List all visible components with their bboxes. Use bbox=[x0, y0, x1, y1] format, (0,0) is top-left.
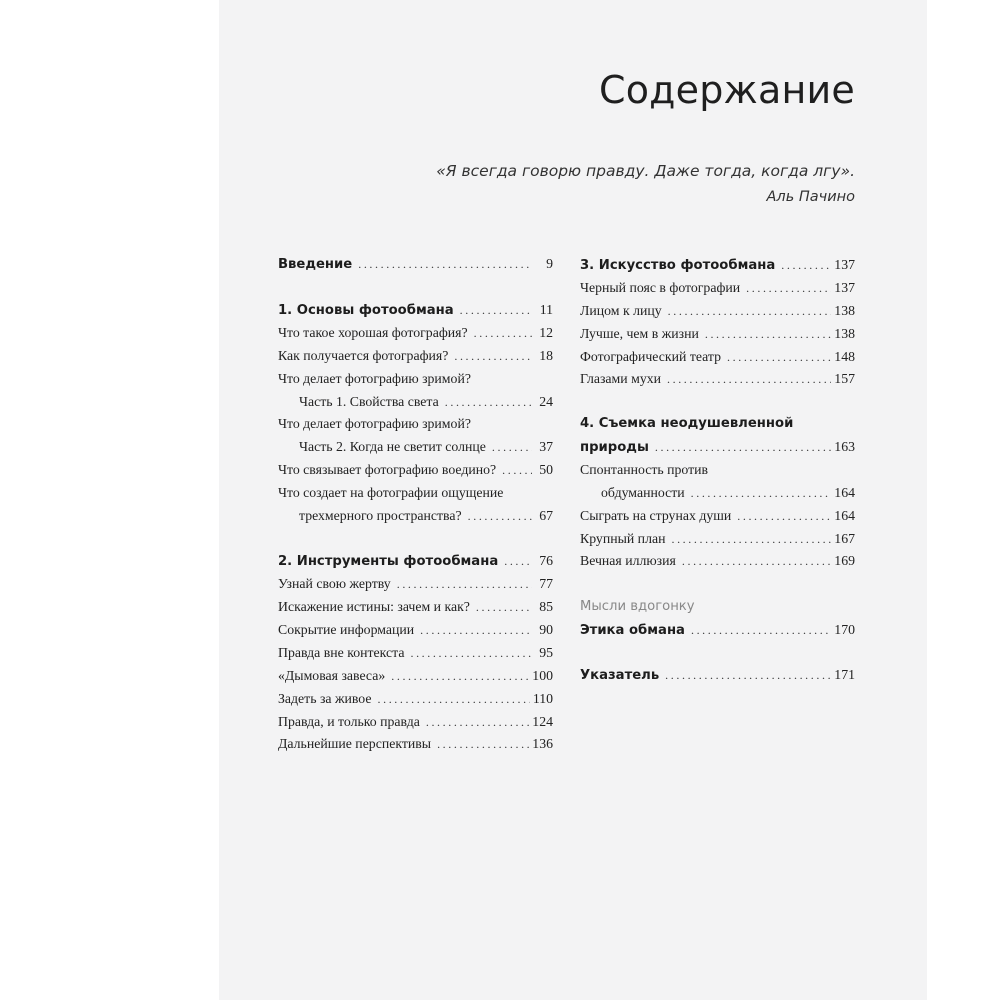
toc-chapter-2[interactable]: 2. Инструменты фотообмана . . . 76 bbox=[278, 552, 553, 571]
toc-chapter-4-cont[interactable]: природы . . . 163 bbox=[580, 438, 855, 457]
toc-entry[interactable]: Часть 2. Когда не светит солнце . . . 37 bbox=[278, 438, 553, 456]
toc-entry[interactable]: Лучше, чем в жизни . . . 138 bbox=[580, 325, 855, 343]
toc-entry[interactable]: Правда, и только правда . . . 124 bbox=[278, 713, 553, 731]
toc-chapter-3[interactable]: 3. Искусство фотообмана . . . 137 bbox=[580, 256, 855, 275]
toc-entry[interactable]: Как получается фотография? . . . 18 bbox=[278, 347, 553, 365]
book-page bbox=[219, 0, 927, 1000]
toc-entry[interactable]: Часть 1. Свойства света . . . 24 bbox=[278, 393, 553, 411]
toc-entry[interactable]: Что такое хорошая фотография? . . . 12 bbox=[278, 324, 553, 342]
toc-entry[interactable]: Крупный план . . . 167 bbox=[580, 530, 855, 548]
toc-entry[interactable]: Что связывает фотографию воедино? . . . 50 bbox=[278, 461, 553, 479]
toc-entry[interactable]: Что делает фотографию зримой? bbox=[278, 416, 471, 431]
epigraph-author: Аль Пачино bbox=[766, 189, 855, 205]
toc-entry[interactable]: Сыграть на струнах души . . . 164 bbox=[580, 507, 855, 525]
toc-section-label: Мысли вдогонку bbox=[580, 599, 695, 614]
toc-entry[interactable]: Фотографический театр . . . 148 bbox=[580, 348, 855, 366]
toc-entry[interactable]: «Дымовая завеса» . . . 100 bbox=[278, 667, 553, 685]
toc-entry[interactable]: Узнай свою жертву . . . 77 bbox=[278, 575, 553, 593]
toc-entry[interactable]: Искажение истины: зачем и как? . . . 85 bbox=[278, 598, 553, 616]
toc-entry[interactable]: трехмерного пространства? . . . 67 bbox=[278, 507, 553, 525]
toc-entry[interactable]: Дальнейшие перспективы . . . 136 bbox=[278, 735, 553, 753]
toc-entry[interactable]: Черный пояс в фотографии . . . 137 bbox=[580, 279, 855, 297]
toc-entry[interactable]: Задеть за живое . . . 110 bbox=[278, 690, 553, 708]
epigraph: «Я всегда говорю правду. Даже тогда, когда лгу». bbox=[436, 162, 855, 180]
toc-chapter-1[interactable]: 1. Основы фотообмана . . . 11 bbox=[278, 301, 553, 320]
toc-entry[interactable]: обдуманности . . . 164 bbox=[580, 484, 855, 502]
page-title: Содержание bbox=[599, 68, 855, 112]
toc-entry[interactable]: Вечная иллюзия . . . 169 bbox=[580, 552, 855, 570]
toc-entry[interactable]: Сокрытие информации . . . 90 bbox=[278, 621, 553, 639]
toc-entry[interactable]: Что создает на фотографии ощущение bbox=[278, 485, 504, 500]
toc-entry-index[interactable]: Указатель . . . 171 bbox=[580, 666, 855, 685]
toc-entry[interactable]: Глазами мухи . . . 157 bbox=[580, 370, 855, 388]
toc-entry[interactable]: Правда вне контекста . . . 95 bbox=[278, 644, 553, 662]
toc-chapter-4[interactable]: 4. Съемка неодушевленной bbox=[580, 416, 794, 431]
toc-entry-ethics[interactable]: Этика обмана . . . 170 bbox=[580, 621, 855, 640]
toc-entry[interactable]: Спонтанность против bbox=[580, 462, 709, 477]
toc-entry-introduction[interactable]: Введение . . . 9 bbox=[278, 255, 553, 274]
toc-entry[interactable]: Что делает фотографию зримой? bbox=[278, 371, 471, 386]
toc-entry[interactable]: Лицом к лицу . . . 138 bbox=[580, 302, 855, 320]
